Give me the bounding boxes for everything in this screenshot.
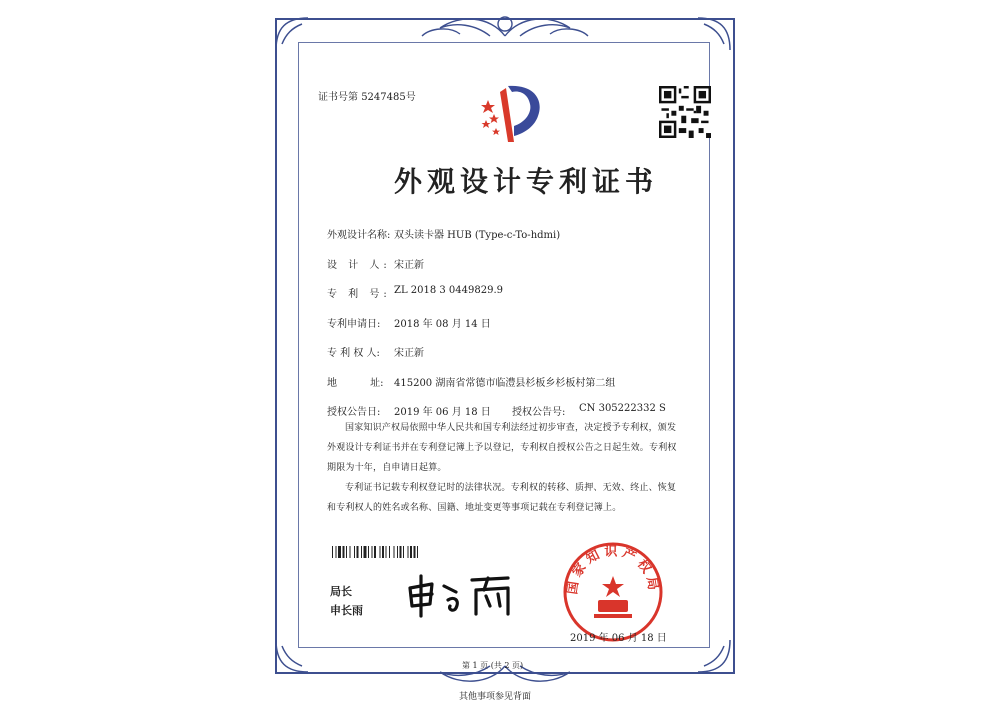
grant-no-value: CN 305222332 S (579, 403, 666, 414)
patentee-label: 专 利 权 人: (327, 348, 380, 359)
grant-date-label: 授权公告日: (327, 407, 381, 418)
grant-no-label: 授权公告号: (512, 407, 566, 418)
top-ornament-icon (420, 6, 590, 42)
patentee-value: 宋正新 (394, 348, 424, 359)
patent-no-value: ZL 2018 3 0449829.9 (394, 285, 504, 296)
corner-ornament-icon (694, 636, 734, 676)
designer-value: 宋正新 (394, 260, 424, 271)
cert-number-suffix: 号 (405, 92, 416, 103)
corner-ornament-icon (272, 14, 312, 54)
corner-ornament-icon (694, 14, 734, 54)
cert-number-label: 证书号第 (318, 92, 358, 103)
design-name-value: 双头读卡器 HUB (Type-c-To-hdmi) (394, 230, 561, 241)
grant-statement-paragraph: 国家知识产权局依照中华人民共和国专利法经过初步审查，决定授予专利权，颁发外观设计专利证书并在专利登记簿上予以登记，专利权自授权公告之日起生效。专利权期限为十年，自申请日起算。 (327, 423, 677, 473)
seal-text: 国家知识产权局 (565, 544, 661, 596)
director-name: 申长雨 (330, 604, 363, 617)
cert-number-line (318, 88, 416, 103)
seal-date: 2019 年 06 月 18 日 (570, 633, 667, 644)
certificate-title: 外观设计专利证书 (394, 165, 659, 198)
address-label: 地 址: (327, 378, 384, 389)
address-value: 415200 湖南省常德市临澧县杉板乡杉板村第二组 (394, 378, 616, 389)
patent-no-label: 专 利 号: (327, 289, 391, 300)
design-name-label: 外观设计名称: (327, 230, 391, 241)
barcode-icon (332, 546, 458, 558)
cnipa-logo-icon (478, 80, 550, 146)
page-info: 第 1 页 (共 2 页) (462, 661, 524, 670)
designer-label: 设 计 人: (327, 260, 391, 271)
qr-code-icon (659, 86, 711, 138)
legal-status-paragraph: 专利证书记载专利权登记时的法律状况。专利权的转移、质押、无效、终止、恢复和专利权人的姓名或名称、国籍、地址变更等事项记载在专利登记簿上。 (327, 483, 677, 513)
filing-date-label: 专利申请日: (327, 319, 381, 330)
filing-date-value: 2018 年 08 月 14 日 (394, 319, 491, 330)
footer-note: 其他事项参见背面 (459, 692, 532, 702)
corner-ornament-icon (272, 636, 312, 676)
signature-icon (404, 570, 522, 620)
director-title: 局长 (330, 585, 352, 598)
cert-number: 5247485 (361, 92, 406, 103)
grant-date-value: 2019 年 06 月 18 日 (394, 407, 491, 418)
